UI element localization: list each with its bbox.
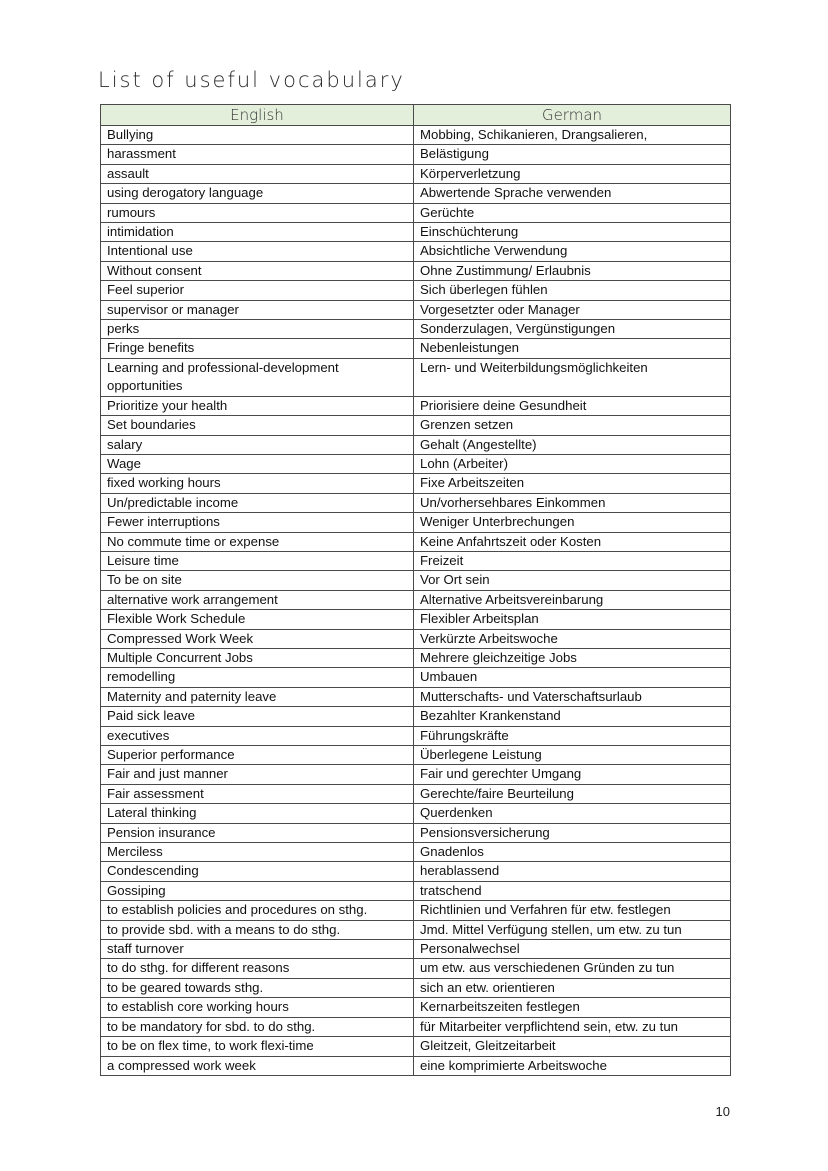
- english-term: Gossiping: [101, 881, 414, 900]
- english-term: Maternity and paternity leave: [101, 687, 414, 706]
- german-term: Gerechte/faire Beurteilung: [414, 784, 731, 803]
- english-term: to be geared towards sthg.: [101, 978, 414, 997]
- table-row: [101, 707, 731, 726]
- table-row: [101, 726, 731, 745]
- english-term: Fair assessment: [101, 784, 414, 803]
- table-row: [101, 610, 731, 629]
- table-row: [101, 862, 731, 881]
- table-row: [101, 881, 731, 900]
- english-term: Pension insurance: [101, 823, 414, 842]
- english-term: Bullying: [101, 126, 414, 145]
- english-term: salary: [101, 435, 414, 454]
- english-term: executives: [101, 726, 414, 745]
- table-row: [101, 474, 731, 493]
- table-row: [101, 416, 731, 435]
- table-row: [101, 629, 731, 648]
- english-term: to do sthg. for different reasons: [101, 959, 414, 978]
- english-term: Without consent: [101, 261, 414, 280]
- english-term: Superior performance: [101, 746, 414, 765]
- table-row: [101, 242, 731, 261]
- german-term: Gerüchte: [414, 203, 731, 222]
- german-term: Mutterschafts- und Vaterschaftsurlaub: [414, 687, 731, 706]
- english-term: intimidation: [101, 223, 414, 242]
- german-term: Keine Anfahrtszeit oder Kosten: [414, 532, 731, 551]
- german-term: Sich überlegen fühlen: [414, 281, 731, 300]
- german-term: Gleitzeit, Gleitzeitarbeit: [414, 1037, 731, 1056]
- table-row: [101, 261, 731, 280]
- german-term: Richtlinien und Verfahren für etw. festlegen: [414, 901, 731, 920]
- english-term: harassment: [101, 145, 414, 164]
- table-row: [101, 454, 731, 473]
- page-number: 10: [715, 1104, 730, 1119]
- table-row: [101, 746, 731, 765]
- table-header-row: [101, 105, 731, 126]
- column-header-english: English: [101, 105, 414, 126]
- table-row: [101, 571, 731, 590]
- german-term: Verkürzte Arbeitswoche: [414, 629, 731, 648]
- german-term: Alternative Arbeitsvereinbarung: [414, 590, 731, 609]
- english-term: To be on site: [101, 571, 414, 590]
- table-row: [101, 164, 731, 183]
- german-term: Flexibler Arbeitsplan: [414, 610, 731, 629]
- german-term: Un/vorhersehbares Einkommen: [414, 493, 731, 512]
- german-term: Fixe Arbeitszeiten: [414, 474, 731, 493]
- german-term: Personalwechsel: [414, 940, 731, 959]
- german-term: Überlegene Leistung: [414, 746, 731, 765]
- table-row: [101, 1017, 731, 1036]
- english-term: to establish policies and procedures on sthg.: [101, 901, 414, 920]
- english-term: Merciless: [101, 843, 414, 862]
- german-term: Fair und gerechter Umgang: [414, 765, 731, 784]
- german-term: Einschüchterung: [414, 223, 731, 242]
- english-term: Fewer interruptions: [101, 513, 414, 532]
- german-term: Umbauen: [414, 668, 731, 687]
- table-row: [101, 765, 731, 784]
- german-term: Jmd. Mittel Verfügung stellen, um etw. zu tun: [414, 920, 731, 939]
- english-term: Set boundaries: [101, 416, 414, 435]
- english-term: Un/predictable income: [101, 493, 414, 512]
- table-row: [101, 320, 731, 339]
- english-term: Fair and just manner: [101, 765, 414, 784]
- table-row: [101, 590, 731, 609]
- german-term: Pensionsversicherung: [414, 823, 731, 842]
- english-term: Paid sick leave: [101, 707, 414, 726]
- german-term: Belästigung: [414, 145, 731, 164]
- english-term: Leisure time: [101, 551, 414, 570]
- table-row: [101, 223, 731, 242]
- table-row: [101, 493, 731, 512]
- table-row: [101, 551, 731, 570]
- german-term: Bezahlter Krankenstand: [414, 707, 731, 726]
- german-term: Nebenleistungen: [414, 339, 731, 358]
- german-term: Vorgesetzter oder Manager: [414, 300, 731, 319]
- german-term: Führungskräfte: [414, 726, 731, 745]
- table-row: [101, 281, 731, 300]
- english-term: using derogatory language: [101, 184, 414, 203]
- english-term: remodelling: [101, 668, 414, 687]
- german-term: Freizeit: [414, 551, 731, 570]
- german-term: Lohn (Arbeiter): [414, 454, 731, 473]
- german-term: sich an etw. orientieren: [414, 978, 731, 997]
- german-term: Querdenken: [414, 804, 731, 823]
- german-term: Gnadenlos: [414, 843, 731, 862]
- english-term: to establish core working hours: [101, 998, 414, 1017]
- german-term: Lern- und Weiterbildungsmöglichkeiten: [414, 358, 731, 396]
- english-term: supervisor or manager: [101, 300, 414, 319]
- german-term: Weniger Unterbrechungen: [414, 513, 731, 532]
- table-row: [101, 1037, 731, 1056]
- table-row: [101, 901, 731, 920]
- table-row: [101, 300, 731, 319]
- german-term: für Mitarbeiter verpflichtend sein, etw. zu tun: [414, 1017, 731, 1036]
- german-term: eine komprimierte Arbeitswoche: [414, 1056, 731, 1075]
- table-row: [101, 668, 731, 687]
- german-term: um etw. aus verschiedenen Gründen zu tun: [414, 959, 731, 978]
- german-term: Priorisiere deine Gesundheit: [414, 396, 731, 415]
- english-term: Fringe benefits: [101, 339, 414, 358]
- english-term: Wage: [101, 454, 414, 473]
- english-term: rumours: [101, 203, 414, 222]
- english-term: fixed working hours: [101, 474, 414, 493]
- german-term: Mehrere gleichzeitige Jobs: [414, 648, 731, 667]
- english-term: Feel superior: [101, 281, 414, 300]
- german-term: Sonderzulagen, Vergünstigungen: [414, 320, 731, 339]
- english-term: Compressed Work Week: [101, 629, 414, 648]
- table-row: [101, 358, 731, 396]
- table-row: [101, 687, 731, 706]
- table-row: [101, 339, 731, 358]
- table-row: [101, 203, 731, 222]
- english-term: Condescending: [101, 862, 414, 881]
- table-row: [101, 184, 731, 203]
- english-term: No commute time or expense: [101, 532, 414, 551]
- table-row: [101, 1056, 731, 1075]
- english-term: Intentional use: [101, 242, 414, 261]
- vocabulary-table: [100, 104, 731, 1076]
- english-term: perks: [101, 320, 414, 339]
- table-row: [101, 959, 731, 978]
- german-term: Vor Ort sein: [414, 571, 731, 590]
- table-row: [101, 513, 731, 532]
- english-term: Flexible Work Schedule: [101, 610, 414, 629]
- vocabulary-table-body: [101, 126, 731, 1076]
- german-term: Grenzen setzen: [414, 416, 731, 435]
- german-term: Körperverletzung: [414, 164, 731, 183]
- table-row: [101, 804, 731, 823]
- table-row: [101, 784, 731, 803]
- english-term: to provide sbd. with a means to do sthg.: [101, 920, 414, 939]
- table-row: [101, 978, 731, 997]
- german-term: Abwertende Sprache verwenden: [414, 184, 731, 203]
- english-term: Learning and professional-development opportunities: [101, 358, 414, 396]
- english-term: assault: [101, 164, 414, 183]
- german-term: Gehalt (Angestellte): [414, 435, 731, 454]
- table-row: [101, 126, 731, 145]
- table-row: [101, 998, 731, 1017]
- german-term: Kernarbeitszeiten festlegen: [414, 998, 731, 1017]
- table-row: [101, 145, 731, 164]
- german-term: herablassend: [414, 862, 731, 881]
- table-row: [101, 396, 731, 415]
- table-row: [101, 435, 731, 454]
- english-term: staff turnover: [101, 940, 414, 959]
- english-term: alternative work arrangement: [101, 590, 414, 609]
- english-term: Prioritize your health: [101, 396, 414, 415]
- table-row: [101, 823, 731, 842]
- german-term: Mobbing, Schikanieren, Drangsalieren,: [414, 126, 731, 145]
- table-row: [101, 843, 731, 862]
- column-header-german: German: [414, 105, 731, 126]
- page-title: List of useful vocabulary: [98, 68, 405, 92]
- english-term: a compressed work week: [101, 1056, 414, 1075]
- table-row: [101, 648, 731, 667]
- english-term: to be on flex time, to work flexi-time: [101, 1037, 414, 1056]
- german-term: Ohne Zustimmung/ Erlaubnis: [414, 261, 731, 280]
- german-term: Absichtliche Verwendung: [414, 242, 731, 261]
- english-term: to be mandatory for sbd. to do sthg.: [101, 1017, 414, 1036]
- table-row: [101, 920, 731, 939]
- table-row: [101, 940, 731, 959]
- english-term: Multiple Concurrent Jobs: [101, 648, 414, 667]
- table-row: [101, 532, 731, 551]
- english-term: Lateral thinking: [101, 804, 414, 823]
- german-term: tratschend: [414, 881, 731, 900]
